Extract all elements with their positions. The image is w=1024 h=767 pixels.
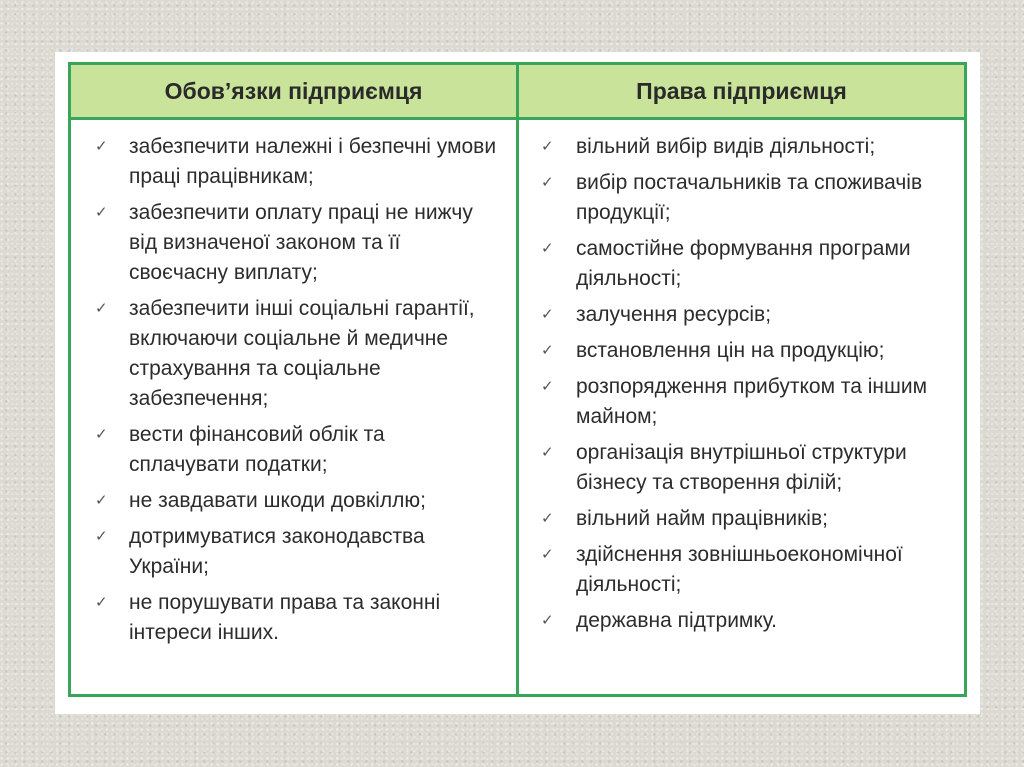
rights-list bbox=[519, 132, 964, 636]
list-item-text: не порушувати права та законні інтереси інших. bbox=[129, 591, 441, 644]
list-item-text: забезпечити належні і безпечні умови праці працівникам; bbox=[129, 135, 497, 188]
list-item bbox=[519, 336, 964, 366]
list-item bbox=[519, 168, 964, 228]
duties-rights-table bbox=[68, 62, 967, 697]
check-icon: ✓ bbox=[541, 444, 554, 461]
check-icon: ✓ bbox=[541, 174, 554, 191]
list-item-text: вільний вибір видів діяльності; bbox=[576, 135, 876, 158]
duties-list bbox=[71, 132, 516, 648]
check-icon: ✓ bbox=[541, 138, 554, 155]
list-item bbox=[519, 504, 964, 534]
slide bbox=[55, 52, 980, 714]
check-icon: ✓ bbox=[541, 240, 554, 257]
list-item bbox=[71, 486, 516, 516]
list-item-text: вільний найм працівників; bbox=[576, 507, 828, 530]
check-icon: ✓ bbox=[95, 594, 108, 611]
check-icon: ✓ bbox=[95, 300, 108, 317]
list-item bbox=[519, 372, 964, 432]
list-item-text: не завдавати шкоди довкіллю; bbox=[129, 489, 426, 512]
check-icon: ✓ bbox=[95, 528, 108, 545]
list-item bbox=[519, 234, 964, 294]
list-item-text: вести фінансовий облік та сплачувати податки; bbox=[129, 423, 385, 476]
check-icon: ✓ bbox=[95, 204, 108, 221]
list-item bbox=[71, 522, 516, 582]
list-item-text: державна підтримку. bbox=[576, 609, 778, 632]
rights-column bbox=[519, 120, 964, 694]
list-item-text: розпорядження прибутком та іншим майном; bbox=[576, 375, 928, 428]
check-icon: ✓ bbox=[95, 492, 108, 509]
list-item-text: дотримуватися законодавства України; bbox=[129, 525, 425, 578]
check-icon: ✓ bbox=[541, 378, 554, 395]
check-icon: ✓ bbox=[541, 612, 554, 629]
list-item-text: самостійне формування програми діяльності; bbox=[576, 237, 911, 290]
list-item bbox=[71, 420, 516, 480]
list-item bbox=[519, 132, 964, 162]
list-item bbox=[519, 438, 964, 498]
rights-header: Права підприємця bbox=[519, 65, 964, 120]
list-item bbox=[71, 198, 516, 288]
check-icon: ✓ bbox=[541, 510, 554, 527]
check-icon: ✓ bbox=[541, 306, 554, 323]
list-item-text: забезпечити інші соціальні гарантії, включаючи соціальне й медичне страхування та соціальне забезпечення; bbox=[129, 297, 475, 410]
check-icon: ✓ bbox=[95, 426, 108, 443]
list-item-text: забезпечити оплату праці не нижчу від визначеної законом та її своєчасну виплату; bbox=[129, 201, 473, 284]
list-item bbox=[71, 588, 516, 648]
list-item-text: вибір постачальників та споживачів продукції; bbox=[576, 171, 923, 224]
list-item-text: встановлення цін на продукцію; bbox=[576, 339, 885, 362]
list-item bbox=[519, 540, 964, 600]
list-item-text: залучення ресурсів; bbox=[576, 303, 772, 326]
list-item-text: організація внутрішньої структури бізнесу та створення філій; bbox=[576, 441, 907, 494]
check-icon: ✓ bbox=[541, 546, 554, 563]
list-item-text: здійснення зовнішньоекономічної діяльності; bbox=[576, 543, 903, 596]
list-item bbox=[519, 300, 964, 330]
list-item bbox=[71, 294, 516, 414]
list-item bbox=[519, 606, 964, 636]
check-icon: ✓ bbox=[95, 138, 108, 155]
duties-header: Обов’язки підприємця bbox=[71, 65, 519, 120]
check-icon: ✓ bbox=[541, 342, 554, 359]
list-item bbox=[71, 132, 516, 192]
duties-column bbox=[71, 120, 519, 694]
